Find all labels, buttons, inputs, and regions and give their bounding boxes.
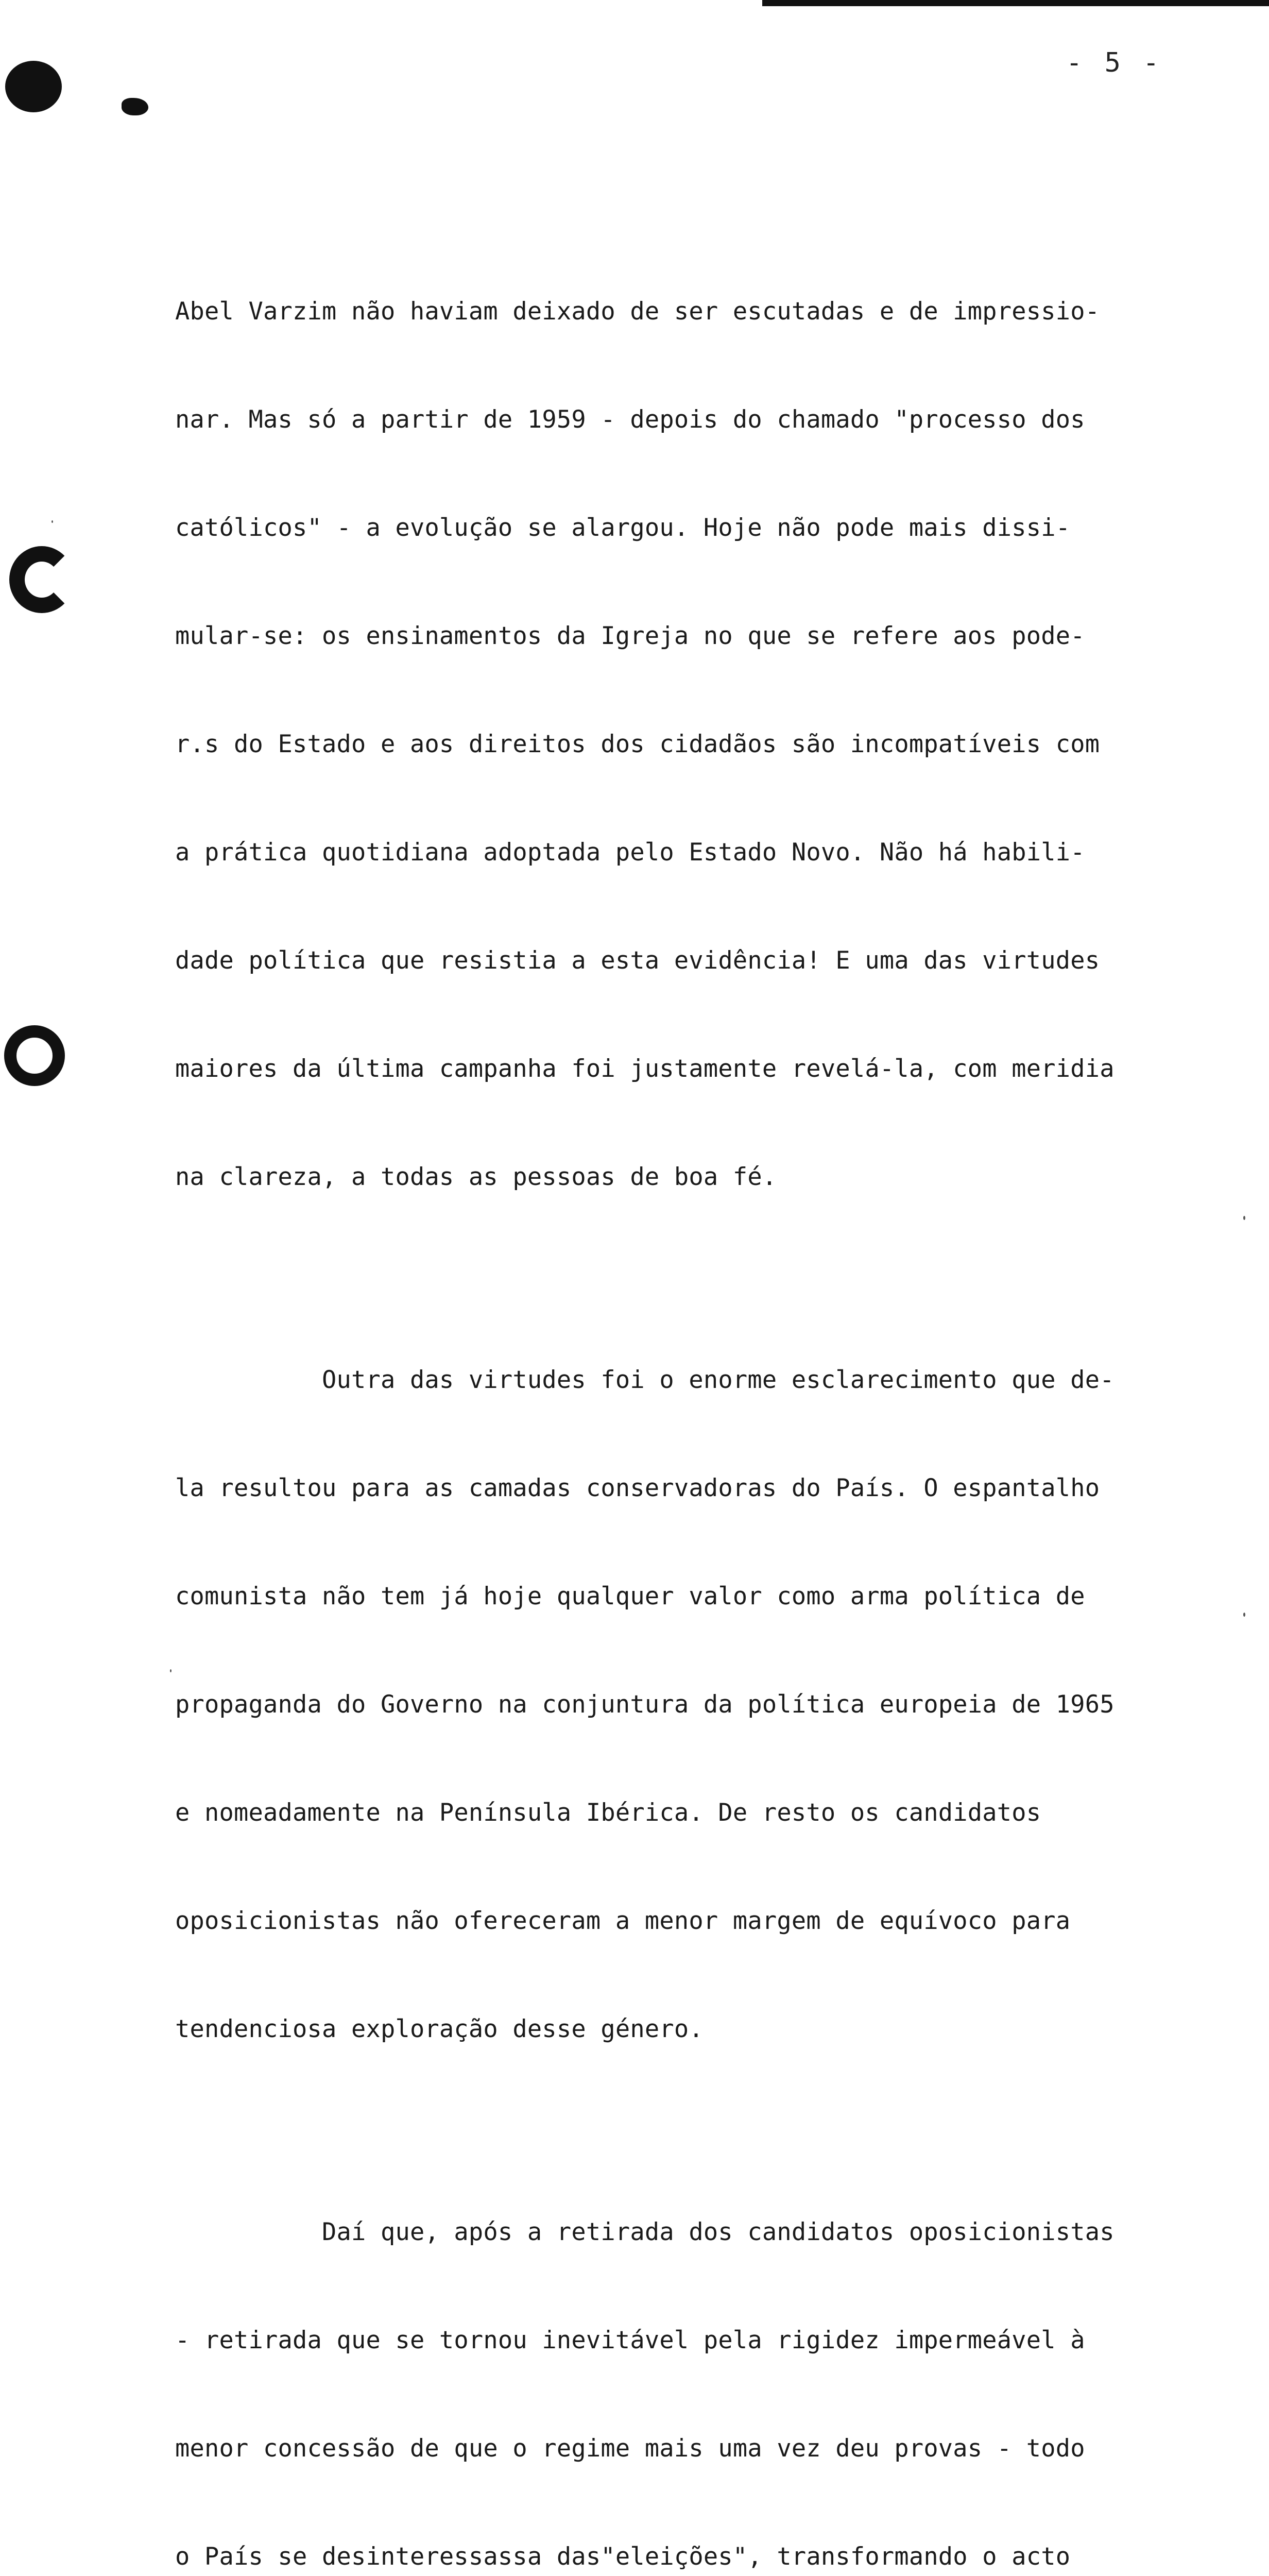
text-line: oposicionistas não ofereceram a menor margem de equívoco para xyxy=(175,1907,1071,1935)
ink-blot-mark xyxy=(122,98,148,115)
text-line: nar. Mas só a partir de 1959 - depois do chamado "processo dos xyxy=(175,405,1085,434)
text-line: la resultou para as camadas conservadoras do País. O espantalho xyxy=(175,1474,1100,1502)
punch-hole-mark xyxy=(5,61,62,112)
text-line: Outra das virtudes foi o enorme esclarecimento que de- xyxy=(175,1366,1114,1394)
page-number: - 5 - xyxy=(1066,47,1162,78)
text-line: e nomeadamente na Península Ibérica. De resto os candidatos xyxy=(175,1799,1041,1827)
body-text xyxy=(175,222,1210,2576)
speck-mark xyxy=(1243,1216,1245,1220)
text-line: r.s do Estado e aos direitos dos cidadãos são incompatíveis com xyxy=(175,730,1100,758)
text-line: a prática quotidiana adoptada pelo Estado Novo. Não há habili- xyxy=(175,838,1085,867)
paragraph xyxy=(175,222,1210,1267)
text-line: propaganda do Governo na conjuntura da política europeia de 1965 xyxy=(175,1690,1114,1719)
text-line: católicos" - a evolução se alargou. Hoje não pode mais dissi- xyxy=(175,514,1071,542)
punch-hole-mark xyxy=(9,546,74,613)
punch-hole-mark xyxy=(4,1025,65,1086)
text-line: comunista não tem já hoje qualquer valor como arma política de xyxy=(175,1582,1085,1611)
top-border-rule xyxy=(762,0,1269,6)
text-line: tendenciosa exploração desse género. xyxy=(175,2015,704,2043)
text-line: o País se desinteressassa das"eleições", transformando o acto xyxy=(175,2543,1071,2571)
text-line: dade política que resistia a esta evidência! E uma das virtudes xyxy=(175,946,1100,975)
speck-mark xyxy=(170,1669,172,1672)
speck-mark xyxy=(52,520,53,523)
speck-mark xyxy=(1243,1613,1245,1617)
paragraph xyxy=(175,1290,1210,2120)
text-line: maiores da última campanha foi justamente revelá-la, com meridia xyxy=(175,1055,1114,1083)
text-line: - retirada que se tornou inevitável pela rigidez impermeável à xyxy=(175,2326,1085,2354)
text-line: Daí que, após a retirada dos candidatos oposicionistas xyxy=(175,2218,1114,2246)
text-line: na clareza, a todas as pessoas de boa fé. xyxy=(175,1163,777,1191)
text-line: mular-se: os ensinamentos da Igreja no que se refere aos pode- xyxy=(175,622,1085,650)
text-line: Abel Varzim não haviam deixado de ser escutadas e de impressio- xyxy=(175,297,1100,326)
text-line: menor concessão de que o regime mais uma vez deu provas - todo xyxy=(175,2434,1085,2463)
paragraph xyxy=(175,2142,1210,2576)
